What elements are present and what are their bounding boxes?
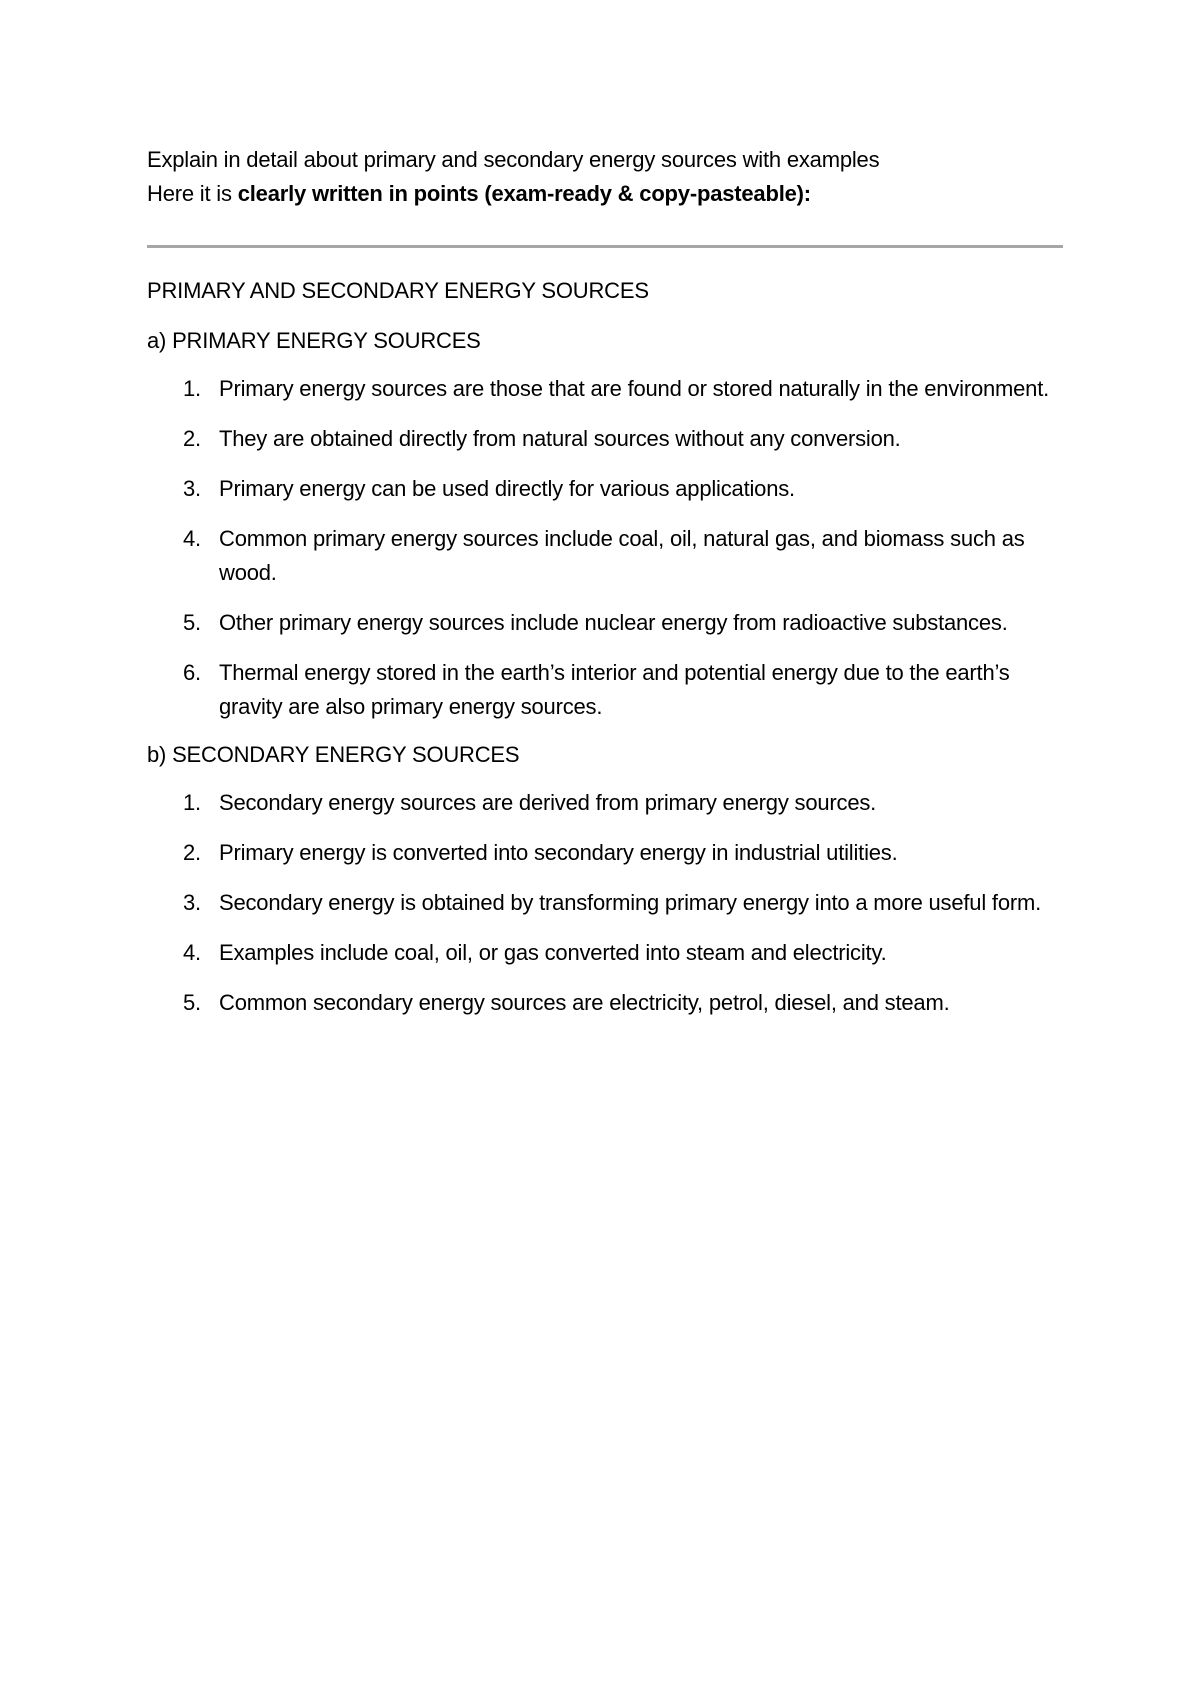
lead-line [147,177,1067,211]
list-item-number: 5. [183,610,201,635]
list-item [147,522,1059,590]
list-item-number: 3. [183,890,201,915]
lead-prefix: Here it is [147,181,238,206]
list-item [147,606,1059,640]
list-item [147,422,1059,456]
horizontal-divider [147,245,1063,248]
secondary-section-heading: b) SECONDARY ENERGY SOURCES [147,742,520,767]
list-item-text: Secondary energy sources are derived from primary energy sources. [219,790,877,815]
list-item-number: 4. [183,940,201,965]
list-item-number: 2. [183,426,201,451]
list-item-text: They are obtained directly from natural sources without any conversion. [219,426,901,451]
list-item [147,886,1059,920]
list-item-text: Examples include coal, oil, or gas converted into steam and electricity. [219,940,887,965]
list-item-number: 3. [183,476,201,501]
lead-bold-text: clearly written in points (exam-ready & copy-pasteable): [237,181,811,206]
primary-section-heading: a) PRIMARY ENERGY SOURCES [147,328,481,353]
list-item [147,936,1059,970]
list-item [147,372,1059,406]
list-item-number: 4. [183,526,201,551]
list-item [147,836,1059,870]
list-item [147,986,1059,1020]
list-item-text: Thermal energy stored in the earth’s interior and potential energy due to the earth’s gravity are also primary energy sources. [219,660,1010,719]
list-item-number: 1. [183,376,201,401]
list-item-number: 6. [183,660,201,685]
list-item-text: Common primary energy sources include coal, oil, natural gas, and biomass such as wood. [219,526,1025,585]
list-item-number: 2. [183,840,201,865]
document-content [147,143,1067,1036]
list-item-number: 1. [183,790,201,815]
list-item-text: Primary energy is converted into secondary energy in industrial utilities. [219,840,898,865]
primary-points-list [147,372,1067,724]
list-item-text: Secondary energy is obtained by transforming primary energy into a more useful form. [219,890,1042,915]
list-item-text: Common secondary energy sources are electricity, petrol, diesel, and steam. [219,990,950,1015]
list-item-text: Primary energy can be used directly for various applications. [219,476,795,501]
document-title: PRIMARY AND SECONDARY ENERGY SOURCES [147,278,649,303]
list-item [147,786,1059,820]
question-line: Explain in detail about primary and secondary energy sources with examples [147,147,880,172]
list-item-text: Primary energy sources are those that are found or stored naturally in the environment. [219,376,1050,401]
list-item [147,472,1059,506]
list-item-text: Other primary energy sources include nuclear energy from radioactive substances. [219,610,1008,635]
list-item-number: 5. [183,990,201,1015]
secondary-points-list [147,786,1067,1020]
list-item [147,656,1059,724]
